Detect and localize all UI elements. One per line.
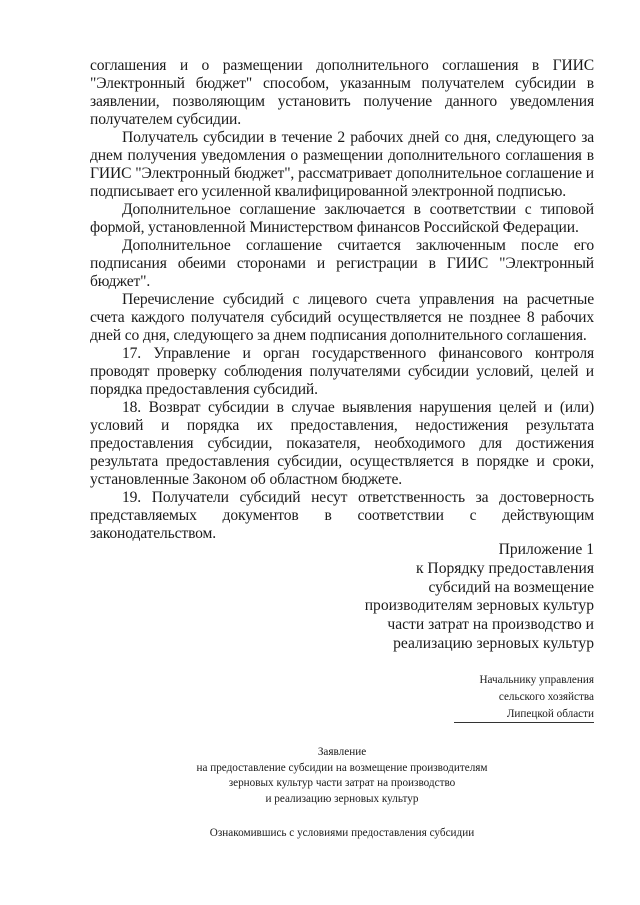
appendix-line: реализацию зерновых культур [393, 634, 594, 652]
appendix-line: к Порядку предоставления [415, 559, 594, 577]
appendix-line: Приложение 1 [498, 541, 594, 558]
application-title-line: и реализацию зерновых культур [265, 792, 419, 805]
addressee-line: Начальнику управления [479, 674, 594, 686]
application-title [150, 745, 534, 807]
acknowledgement-text: Ознакомившись с условиями предоставления субсидии [209, 827, 475, 839]
body-paragraph: Дополнительное соглашение заключается в соответствии с типовой формой, установленной Министерством финансов Российской Федерации. [90, 201, 594, 236]
body-paragraph: Дополнительное соглашение считается заключенным после его подписания обеими сторонами и регистрации в ГИИС "Электронный бюджет". [90, 237, 594, 290]
signature-blank-line [454, 722, 594, 723]
application-title-line: на предоставление субсидии на возмещение производителям [196, 761, 488, 774]
clause-17: 17. Управление и орган государственного финансового контроля проводят проверку соблюдения получателями субсидии условий, целей и порядка предоставления субсидий. [90, 345, 594, 398]
appendix-line: производителям зерновых культур [364, 597, 594, 615]
appendix-line: субсидий на возмещение [428, 578, 594, 596]
addressee-line: сельского хозяйства [498, 691, 594, 703]
body-paragraph: Перечисление субсидий с лицевого счета управления на расчетные счета каждого получателя субсидий осуществляется не позднее 8 рабочих дней со дня, следующего за днем подписания дополнительного соглашения. [90, 291, 594, 344]
body-paragraph: соглашения и о размещении дополнительного соглашения в ГИИС "Электронный бюджет" способом, указанным получателем субсидии в заявлении, позволяющим установить получение данного уведомления получателем субсидии. [90, 57, 594, 128]
application-title-line: зерновых культур части затрат на производство [228, 777, 456, 789]
addressee-block [344, 672, 594, 723]
clause-19: 19. Получатели субсидий несут ответственность за достоверность представляемых документов в соответствии с действующим законодательством. [90, 489, 594, 542]
body-paragraph: Получатель субсидии в течение 2 рабочих дней со дня, следующего за днем получения уведомления о размещении дополнительного соглашения в ГИИС "Электронный бюджет", рассматривает дополнительное соглашение и подписывает его усиленной квалифицированной электронной подписью. [90, 129, 594, 200]
addressee-line: Липецкой области [506, 708, 594, 720]
document-body [90, 57, 594, 543]
application-title-line: Заявление [317, 746, 367, 758]
appendix-line: части затрат на производство и [387, 616, 594, 634]
appendix-header [294, 541, 594, 654]
clause-18: 18. Возврат субсидии в случае выявления нарушения целей и (или) условий и порядка их предоставления, недостижения результата предоставления субсидии, показателя, необходимого для достижения результата предоставления субсидии, осуществляется в порядке и сроки, установленные Законом об областном бюджете. [90, 399, 594, 488]
